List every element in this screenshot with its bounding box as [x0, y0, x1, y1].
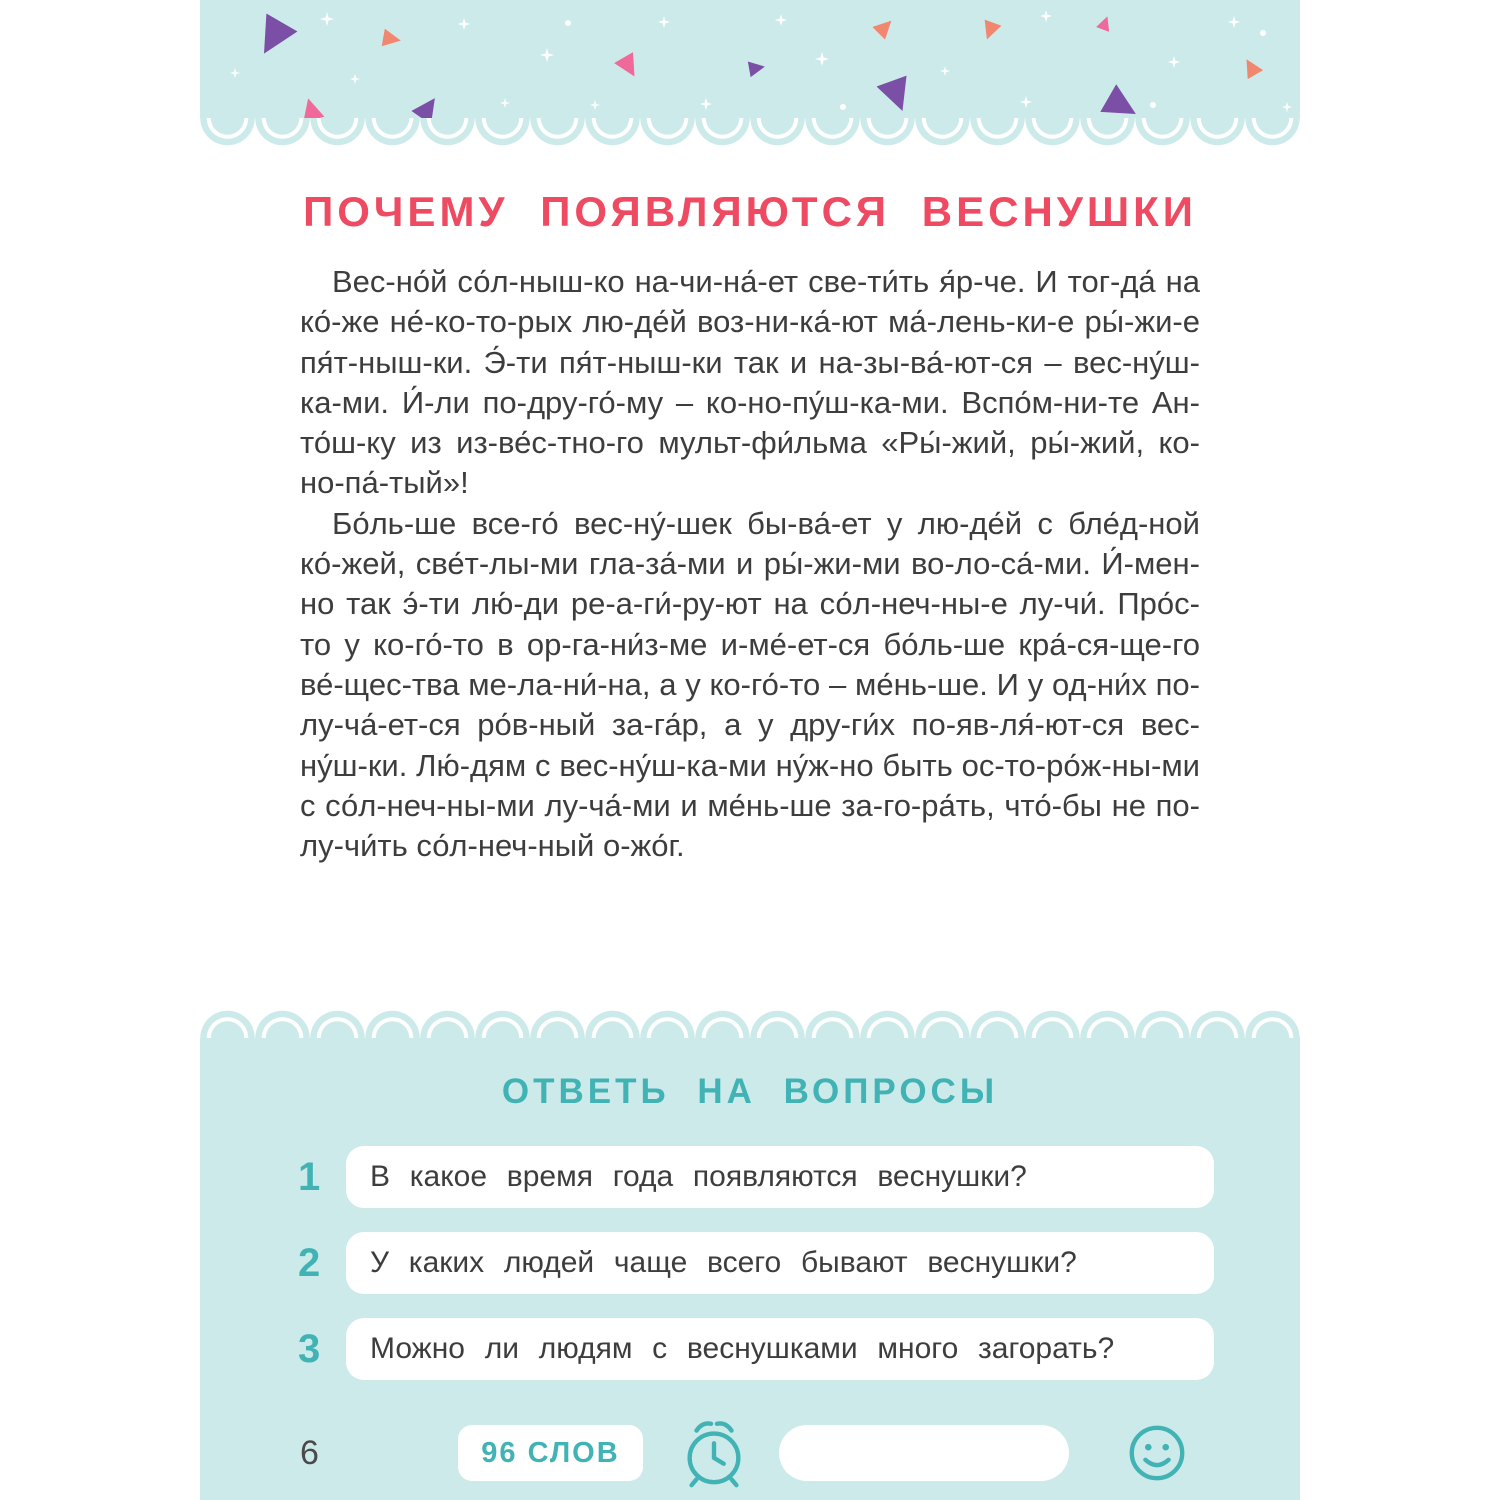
question-row	[298, 1232, 1214, 1294]
confetti-dot	[840, 104, 846, 110]
article-paragraph: Вес-но́й со́л-ныш-ко на-чи-на́-ет све-ти́ть я́р-че. И тог-да́ на ко́-же не́-ко-то-рых лю-де́й воз-ни-ка́-ют ма́-лень-ки-е ры́-жи-е пя́т-ныш-ки. Э́-ти пя́т-ныш-ки так и на-зы-ва́-ют-ся – вес-ну́ш-ка-ми. И́-ли по-дру-го́-му – ко-но-пу́ш-ка-ми. Вспо́м-ни-те Ан-то́ш-ку из из-ве́с-тно-го мульт-фи́льма «Ры́-жий, ры́-жий, ко-но-па́-тый»!	[300, 264, 1200, 501]
questions-heading: ОТВЕТЬ НА ВОПРОСЫ	[501, 1072, 999, 1111]
sparkle-icon	[540, 48, 554, 62]
questions-scallop-edge	[200, 1010, 1300, 1038]
sparkle-icon	[1228, 16, 1240, 28]
questions-list	[200, 1146, 1300, 1380]
sparkle-icon	[1282, 102, 1292, 112]
sparkle-icon	[775, 14, 787, 26]
top-decor	[200, 0, 1300, 146]
sparkle-icon	[230, 68, 240, 78]
question-pill	[346, 1318, 1214, 1380]
sparkle-icon	[1168, 56, 1180, 68]
questions-body	[200, 1038, 1300, 1500]
page-column	[200, 0, 1300, 1500]
question-row	[298, 1318, 1214, 1380]
confetti-triangle	[876, 75, 917, 116]
article-paragraph: Бо́ль-ше все-го́ вес-ну́-шек бы-ва́-ет у лю-де́й с бле́д-ной ко́-жей, све́т-лы-ми гла-за́-ми и ры́-жи-ми во-ло-са́-ми. И́-мен-но так э́-ти лю́-ди ре-а-ги́-ру-ют на со́л-неч-ны-е лу-чи́. Про́с-то у ко-го́-то в ор-га-ни́з-ме и-ме́-ет-ся бо́ль-ше кра́-ся-ще-го ве́-щес-тва ме-ла-ни́-на, а у ко-го́-то – ме́нь-ше. И у од-ни́х по-лу-ча́-ет-ся ро́в-ный за-га́р, а у дру-ги́х по-яв-ля́-ют-ся вес-ну́ш-ки. Лю́-дям с вес-ну́ш-ка-ми ну́ж-но быть ос-то-ро́ж-ны-ми с со́л-неч-ны-ми лу-ча́-ми и ме́нь-ше за-го-ра́ть, что́-бы не по-лу-чи́ть со́л-неч-ный о-жо́г.	[300, 505, 1200, 864]
confetti-dot	[1260, 30, 1266, 36]
confetti-triangle	[1096, 14, 1114, 32]
word-count-label: 96 СЛОВ	[481, 1436, 620, 1469]
confetti-triangle	[748, 59, 767, 78]
sparkle-icon	[1020, 96, 1032, 108]
sparkle-icon	[350, 74, 360, 84]
question-text: В какое время года появляются веснушки?	[370, 1160, 1027, 1193]
article-text	[200, 262, 1300, 866]
confetti-triangle	[298, 96, 325, 118]
sparkle-icon	[500, 98, 510, 108]
clock-icon	[677, 1416, 751, 1490]
confetti-triangle	[1239, 55, 1264, 80]
footer-row	[200, 1416, 1300, 1490]
questions-section	[200, 1010, 1300, 1500]
sparkle-icon	[590, 100, 600, 110]
page-title: ПОЧЕМУ ПОЯВЛЯЮТСЯ ВЕСНУШКИ	[303, 188, 1197, 235]
question-pill	[346, 1232, 1214, 1294]
confetti-triangle	[248, 13, 297, 62]
confetti-triangle	[382, 29, 403, 50]
question-number: 2	[298, 1240, 321, 1285]
confetti-dot	[565, 20, 571, 26]
sparkle-icon	[700, 98, 712, 110]
page-number: 6	[300, 1433, 319, 1472]
confetti-triangle	[872, 14, 897, 39]
answer-field	[779, 1425, 1069, 1481]
confetti-triangle	[411, 91, 444, 118]
top-band-scallop-edge	[200, 118, 1300, 146]
question-number: 3	[298, 1326, 321, 1371]
sparkle-icon	[658, 16, 670, 28]
sparkle-icon	[458, 18, 470, 30]
sparkle-icon	[1040, 10, 1052, 22]
question-text: У каких людей чаще всего бывают веснушки?	[370, 1246, 1077, 1279]
confetti-triangle	[614, 52, 644, 82]
confetti-triangle	[978, 19, 1001, 42]
sparkle-icon	[940, 66, 950, 76]
question-text: Можно ли людям с веснушками много загорать?	[370, 1332, 1115, 1365]
confetti-dot	[1150, 102, 1156, 108]
sparkle-icon	[320, 12, 334, 26]
sparkle-icon	[815, 52, 829, 66]
question-number: 1	[298, 1154, 321, 1199]
question-row	[298, 1146, 1214, 1208]
top-band	[200, 0, 1300, 118]
confetti-triangle	[1100, 84, 1144, 118]
question-pill	[346, 1146, 1214, 1208]
smiley-icon	[1125, 1421, 1189, 1485]
word-count-badge	[458, 1425, 643, 1481]
